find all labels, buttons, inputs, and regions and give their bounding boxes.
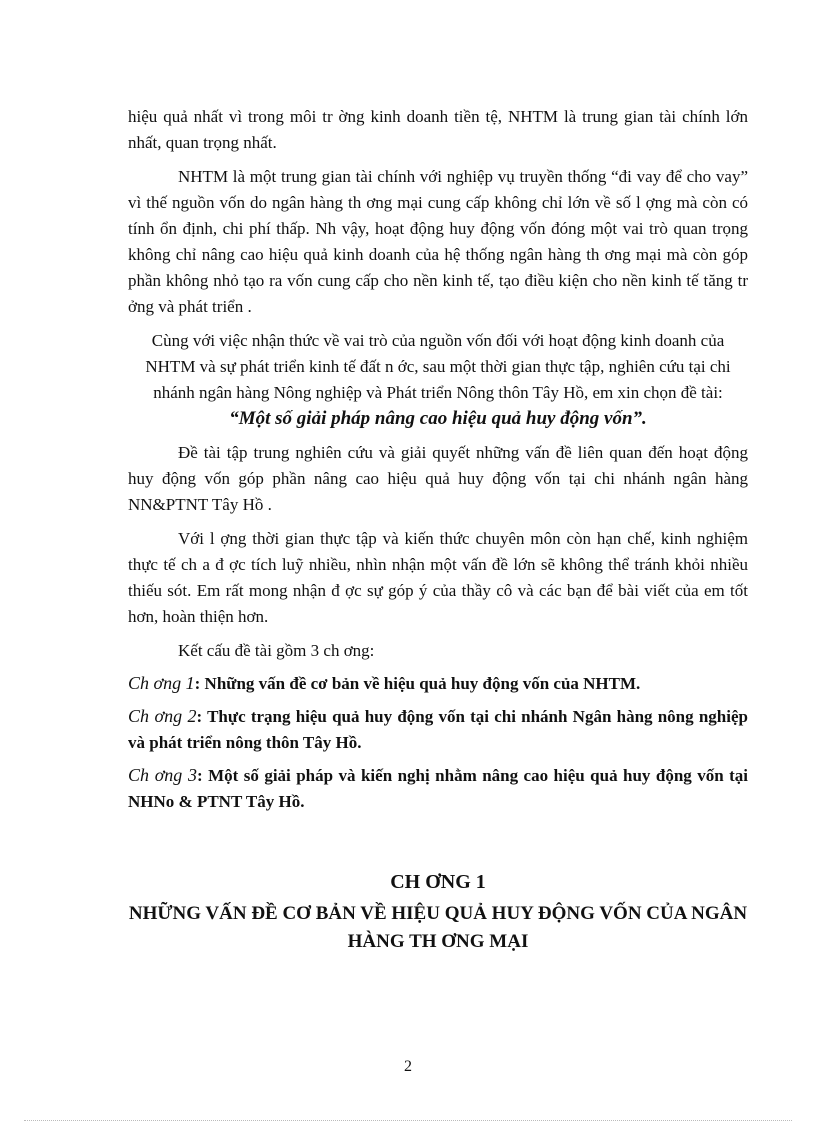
chapter-summary-1 (128, 670, 748, 697)
paragraph-structure: Kết cấu đề tài gồm 3 ch ơng: (178, 641, 375, 660)
topic-title-line (128, 406, 748, 432)
chapter-heading: CH ƠNG 1 (390, 871, 486, 893)
chapter-label: Ch ơng 1 (128, 673, 195, 693)
paragraph-limitations: Với l ợng thời gian thực tập và kiến thức chuyên môn còn hạn chế, kinh nghiệm thực tế ch a đ ợc tích luỹ nhiều, nhìn nhận một vấn đề lớn sẽ không thể tránh khỏi nhiều thiếu sót. Em rất mong nhận đ ợc sự góp ý của thầy cô và các bạn để bài viết của em tốt hơn, hoàn thiện hơn. (128, 529, 748, 626)
topic-title: “Một số giải pháp nâng cao hiệu quả huy động vốn”. (229, 408, 647, 429)
paragraph-topic-selection: Cùng với việc nhận thức về vai trò của nguồn vốn đối với hoạt động kinh doanh của NHTM và sự phát triển kinh tế đất n ớc, sau một thời gian thực tập, nghiên cứu tại chi nhánh ngân hàng Nông nghiệp và Phát triển Nông thôn Tây Hồ, em xin chọn đề tài: (145, 331, 731, 402)
paragraph-scope: Đề tài tập trung nghiên cứu và giải quyết những vấn đề liên quan đến hoạt động huy động vốn góp phần nâng cao hiệu quả huy động vốn tại chi nhánh ngân hàng NN&PTNT Tây Hồ . (128, 443, 748, 514)
document-body (128, 104, 748, 815)
chapter-label: Ch ơng 2 (128, 706, 197, 726)
chapter-title: : Thực trạng hiệu quả huy động vốn tại chi nhánh Ngân hàng nông nghiệp và phát triển nông thôn Tây Hồ. (128, 707, 748, 752)
page-number: 2 (404, 1058, 412, 1075)
page-bottom-divider (24, 1120, 792, 1121)
chapter-title: : Một số giải pháp và kiến nghị nhằm nâng cao hiệu quả huy động vốn tại NHNo & PTNT Tây Hồ. (128, 766, 748, 811)
chapter-summary-3 (128, 762, 748, 815)
chapter-title: : Những vấn đề cơ bản về hiệu quả huy động vốn của NHTM. (194, 674, 641, 693)
chapter-summary-2 (128, 703, 748, 756)
chapter-label: Ch ơng 3 (128, 765, 198, 785)
paragraph-nhtm-role: NHTM là một trung gian tài chính với nghiệp vụ truyền thống “đi vay để cho vay” vì thế nguồn vốn do ngân hàng th ơng mại cung cấp không chỉ lớn về số l ợng mà còn có tính ổn định, chi phí thấp. Nh vậy, hoạt động huy động vốn đóng một vai trò quan trọng không chỉ nâng cao hiệu quả kinh doanh của hệ thống ngân hàng th ơng mại mà còn góp phần không nhỏ tạo ra vốn cung cấp cho nền kinh tế, tạo điều kiện cho nền kinh tế tăng tr ởng và phát triển . (128, 167, 748, 316)
chapter-subheading: NHỮNG VẤN ĐỀ CƠ BẢN VỀ HIỆU QUẢ HUY ĐỘNG VỐN CỦA NGÂN HÀNG TH ƠNG MẠI (128, 903, 748, 952)
paragraph-intro-continued: hiệu quả nhất vì trong môi tr ờng kinh doanh tiền tệ, NHTM là trung gian tài chính lớn nhất, quan trọng nhất. (128, 107, 748, 152)
